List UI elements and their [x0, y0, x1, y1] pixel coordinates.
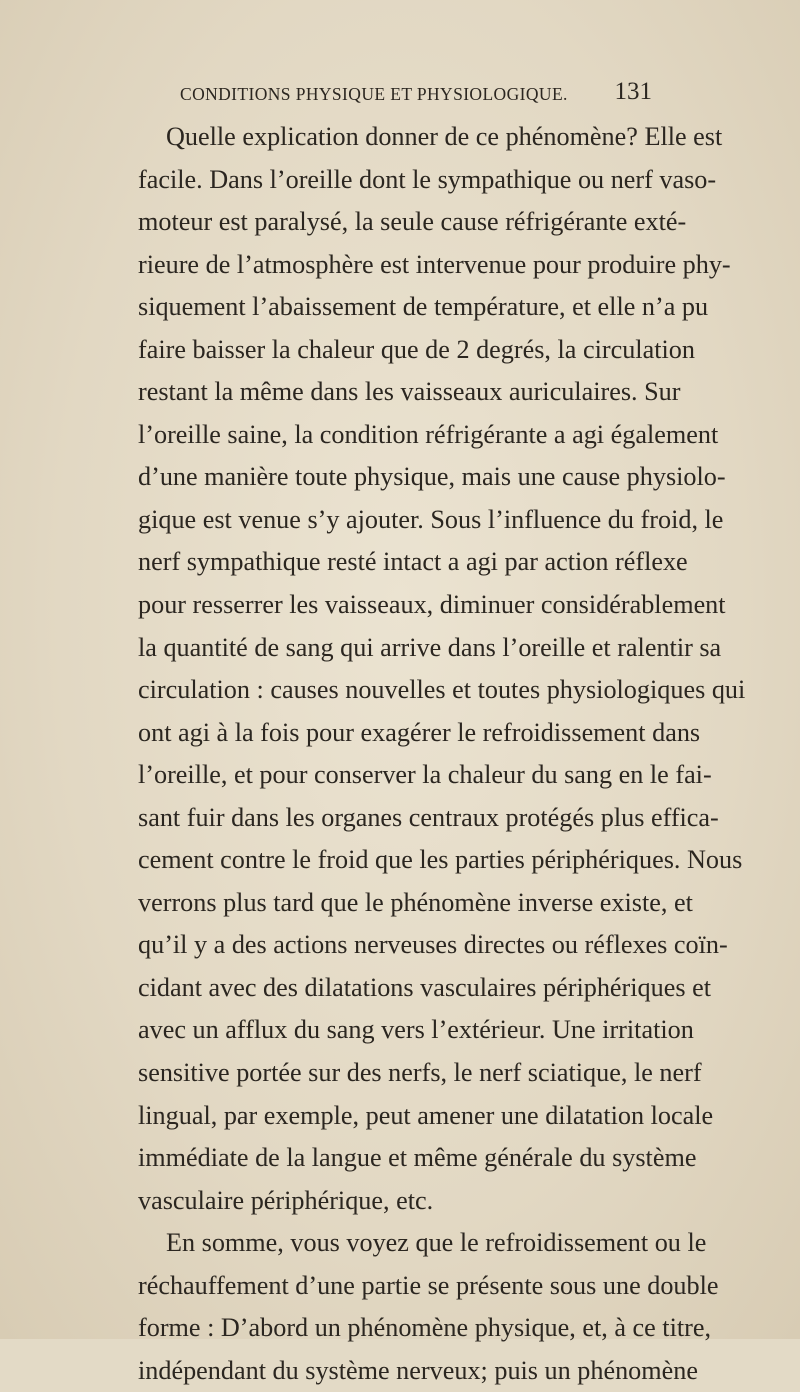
text-line: Quelle explication donner de ce phénomène? Elle est [166, 122, 723, 151]
text-line: pour resserrer les vaisseaux, diminuer considérablement [138, 590, 726, 620]
text-line: En somme, vous voyez que le refroidissement ou le [166, 1228, 707, 1258]
text-line: verrons plus tard que le phénomène inverse existe, et [138, 887, 693, 917]
text-line: forme : D’abord un phénomène physique, et, à ce titre, [138, 1313, 712, 1343]
running-head: CONDITIONS PHYSIQUE ET PHYSIOLOGIQUE. [180, 84, 568, 104]
page-header [180, 78, 652, 110]
text-line: sant fuir dans les organes centraux protégés plus effica- [138, 802, 719, 832]
text-line: immédiate de la langue et même générale du système [138, 1143, 697, 1173]
text-line: circulation : causes nouvelles et toutes physiologiques qui [138, 675, 746, 705]
text-line: d’une manière toute physique, mais une cause physiolo- [138, 462, 726, 492]
text-line: l’oreille saine, la condition réfrigérante a agi également [138, 419, 719, 449]
body-text [138, 116, 746, 1392]
text-line: réchauffement d’une partie se présente sous une double [138, 1270, 719, 1300]
text-line: facile. Dans l’oreille dont le sympathique ou nerf vaso- [138, 164, 717, 194]
page-number: 131 [614, 78, 652, 105]
text-line: faire baisser la chaleur que de 2 degrés, la circulation [138, 334, 695, 364]
text-line: lingual, par exemple, peut amener une dilatation locale [138, 1100, 714, 1130]
text-line: restant la même dans les vaisseaux auriculaires. Sur [138, 377, 681, 407]
text-line: sensitive portée sur des nerfs, le nerf sciatique, le nerf [138, 1058, 702, 1088]
text-line: vasculaire périphérique, etc. [138, 1185, 434, 1215]
text-line: nerf sympathique resté intact a agi par action réflexe [138, 547, 688, 577]
text-line: cement contre le froid que les parties périphériques. Nous [138, 845, 743, 875]
text-line: la quantité de sang qui arrive dans l’oreille et ralentir sa [138, 632, 722, 662]
text-line: indépendant du système nerveux; puis un phénomène [138, 1355, 698, 1385]
text-line: rieure de l’atmosphère est intervenue pour produire phy- [138, 249, 731, 279]
text-line: ont agi à la fois pour exagérer le refroidissement dans [138, 717, 701, 747]
text-line: cidant avec des dilatations vasculaires périphériques et [138, 972, 711, 1002]
text-line: gique est venue s’y ajouter. Sous l’influence du froid, le [138, 504, 724, 534]
text-line: avec un afflux du sang vers l’extérieur. Une irritation [138, 1015, 694, 1045]
text-line: moteur est paralysé, la seule cause réfrigérante exté- [138, 207, 687, 237]
text-line: qu’il y a des actions nerveuses directes ou réflexes coïn- [138, 930, 728, 960]
text-line: l’oreille, et pour conserver la chaleur du sang en le fai- [138, 760, 712, 790]
text-line: siquement l’abaissement de température, et elle n’a pu [138, 292, 709, 322]
